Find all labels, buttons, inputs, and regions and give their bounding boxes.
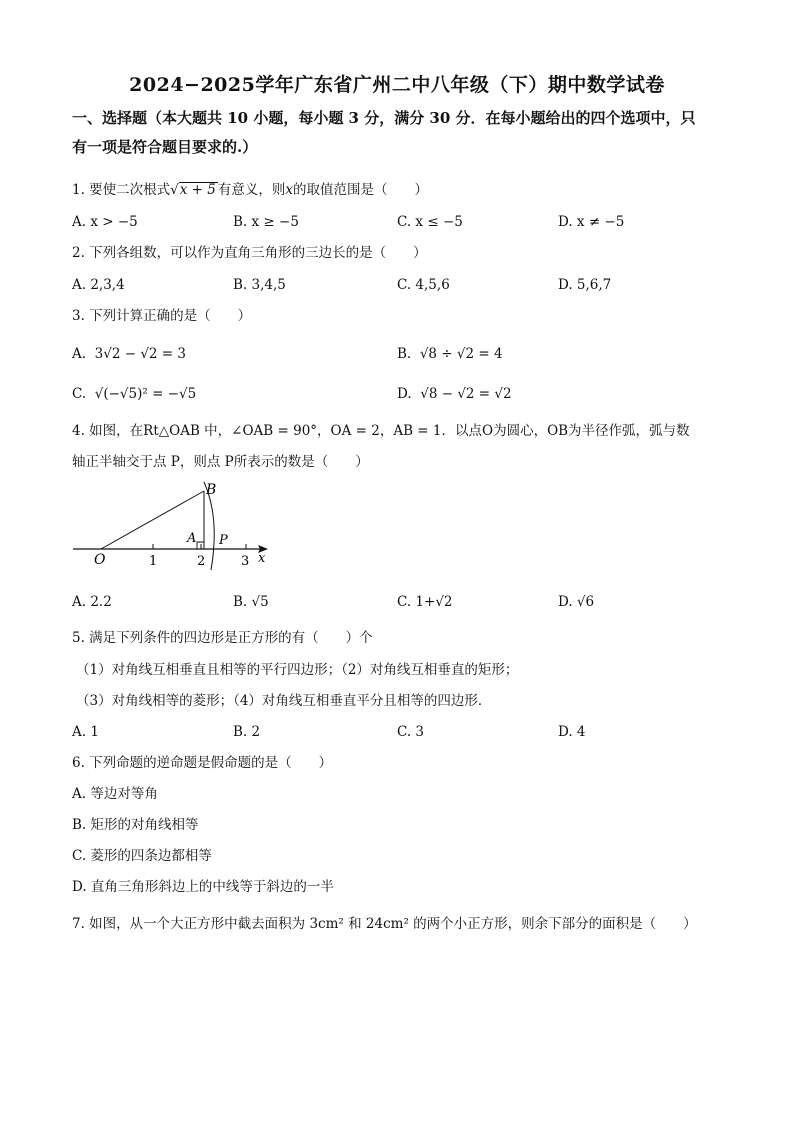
q3-option-b-label: B. [397, 346, 412, 362]
q3-option-a-label: A. [72, 346, 87, 362]
q6-option-c[interactable]: C. 菱形的四条边都相等 [72, 848, 212, 864]
label-a: A [187, 531, 197, 546]
question-3-stem: 3. 下列计算正确的是（ ） [72, 308, 252, 324]
q1-option-b[interactable]: B. x ≥ −5 [233, 214, 299, 230]
q1-var: x [285, 182, 294, 198]
q4-number-line-figure [70, 478, 280, 578]
q1-option-a[interactable]: A. x > −5 [72, 214, 138, 230]
tick-label-1: 1 [149, 554, 158, 569]
q5-option-a[interactable]: A. 1 [72, 724, 99, 740]
q6-option-b[interactable]: B. 矩形的对角线相等 [72, 817, 199, 833]
q3-option-c-label: C. [72, 386, 87, 402]
section-heading-line2: 有一项是符合题目要求的.） [72, 138, 258, 156]
label-o: O [94, 552, 106, 568]
q5-option-b[interactable]: B. 2 [233, 724, 261, 740]
q4-option-c[interactable]: C. 1+√2 [397, 594, 453, 610]
q3-option-c-expr: √(−√5)² = −√5 [94, 386, 197, 402]
q3-option-d-expr: √8 − √2 = √2 [420, 386, 512, 402]
tick-label-2: 2 [197, 554, 206, 569]
q3-option-b[interactable] [397, 344, 503, 364]
q3-option-a[interactable] [72, 344, 186, 364]
q3-option-d-label: D. [397, 386, 412, 402]
section-heading-line1: 一、选择题（本大题共 10 小题，每小题 3 分，满分 30 分．在每小题给出的四个选项中，只 [72, 109, 696, 127]
q1-radicand: x + 5 [179, 182, 216, 198]
q3-option-a-expr: 3√2 − √2 = 3 [94, 346, 186, 362]
q1-suffix: 的取值范围是（ ） [293, 182, 429, 198]
question-2-stem: 2. 下列各组数，可以作为直角三角形的三边长的是（ ） [72, 245, 427, 261]
question-7-stem: 7. 如图，从一个大正方形中截去面积为 3cm² 和 24cm² 的两个小正方形，则余下部分的面积是（ ） [72, 916, 697, 932]
question-5-stem: 5. 满足下列条件的四边形是正方形的有（ ）个 [72, 630, 373, 646]
q2-option-c[interactable]: C. 4,5,6 [397, 277, 450, 293]
label-p: P [219, 533, 228, 548]
q6-option-d[interactable]: D. 直角三角形斜边上的中线等于斜边的一半 [72, 879, 334, 895]
section-heading [72, 104, 732, 162]
question-4-stem-line2: 轴正半轴交于点 P，则点 P所表示的数是（ ） [72, 454, 369, 470]
q6-option-a[interactable]: A. 等边对等角 [72, 786, 158, 802]
q5-option-c[interactable]: C. 3 [397, 724, 425, 740]
q3-option-b-expr: √8 ÷ √2 = 4 [419, 346, 503, 362]
q4-option-b[interactable]: B. √5 [233, 594, 269, 610]
label-b: B [206, 482, 217, 498]
q4-option-d[interactable]: D. √6 [558, 594, 595, 610]
q1-option-d[interactable]: D. x ≠ −5 [558, 214, 625, 230]
q1-option-c[interactable]: C. x ≤ −5 [397, 214, 463, 230]
question-6-stem: 6. 下列命题的逆命题是假命题的是（ ） [72, 755, 333, 771]
exam-title: 2024−2025学年广东省广州二中八年级（下）期中数学试卷 [129, 74, 665, 96]
q4-option-a[interactable]: A. 2.2 [72, 594, 112, 610]
label-x: x [258, 551, 266, 566]
q1-prefix: 1. 要使二次根式 [72, 182, 171, 198]
tick-label-3: 3 [241, 554, 250, 569]
q2-option-b[interactable]: B. 3,4,5 [233, 277, 286, 293]
q5-conditions-line2: （3）对角线相等的菱形；（4）对角线互相垂直平分且相等的四边形． [76, 693, 492, 709]
question-1-stem [72, 180, 428, 200]
q5-option-d[interactable]: D. 4 [558, 724, 586, 740]
q2-option-a[interactable]: A. 2,3,4 [72, 277, 125, 293]
question-4-stem-line1: 4. 如图，在Rt△OAB 中，∠OAB = 90°，OA = 2，AB = 1．以点O为圆心，OB为半径作弧，弧与数 [72, 423, 690, 439]
q2-option-d[interactable]: D. 5,6,7 [558, 277, 612, 293]
q1-middle: 有意义，则 [217, 182, 286, 198]
radical-sign: √ [170, 182, 179, 198]
q5-conditions-line1: （1）对角线互相垂直且相等的平行四边形；（2）对角线互相垂直的矩形； [76, 662, 519, 678]
q3-option-d[interactable] [397, 384, 512, 404]
q3-option-c[interactable] [72, 384, 196, 404]
